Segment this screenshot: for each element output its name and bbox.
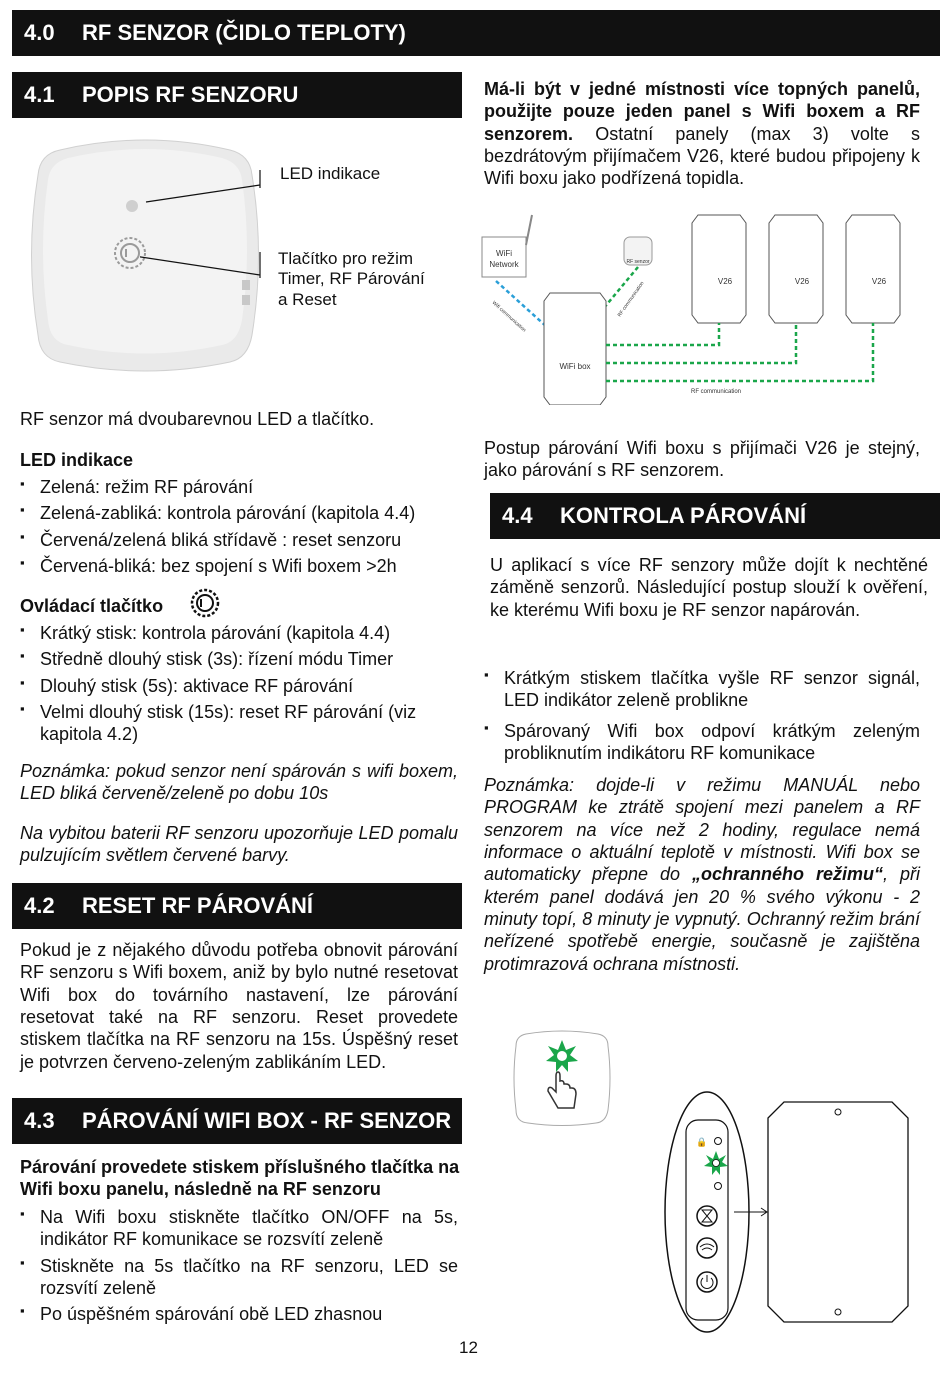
rf-sensor-label: RF senzor	[626, 259, 650, 265]
section-title: POPIS RF SENZORU	[82, 82, 299, 107]
section-heading-4-4	[490, 493, 940, 539]
chapter-heading	[12, 10, 940, 56]
button-list	[20, 622, 460, 750]
list-item: ▪ Krátký stisk: kontrola párování (kapitola 4.4)	[20, 622, 460, 644]
wifi-box-outline	[768, 1102, 908, 1322]
list-item: ▪ Spárovaný Wifi box odpoví krátkým zeleným probliknutím indikátoru RF komunikace	[484, 720, 920, 765]
svg-text:🔒: 🔒	[696, 1137, 708, 1147]
button-label-line: Tlačítko pro režim	[278, 249, 414, 268]
section-heading-4-1	[12, 72, 462, 118]
multi-panel-bold: Má-li být v jedné místnosti více topných panelů, použijte pouze jeden panel s Wifi boxem a RF senzorem.	[484, 79, 920, 144]
list-item: ▪ Na Wifi boxu stiskněte tlačítko ON/OFF na 5s, indikátor RF komunikace se rozsvítí zeleně	[20, 1206, 458, 1251]
protective-mode-note	[484, 774, 920, 975]
check-pairing-text: U aplikací s více RF senzory může dojít k nechtěné záměně senzorů. Následující postup slouží k ověření, ke kterému Wifi boxu je RF senzor napárován.	[490, 555, 928, 620]
protective-mode-term: „ochranného režimu“	[692, 864, 884, 885]
button-label-line: a Reset	[278, 289, 337, 309]
button-callout-label	[278, 249, 425, 310]
note-part: Poznámka: dojde-li v režimu MANUÁL nebo PROGRAM ke ztrátě spojení mezi panelem a RF senzorem na více než 2 hodiny, regulace nemá informace o aktuální teplotě v místnosti. Wifi box se automaticky přepne do	[484, 775, 920, 885]
section-heading-4-2	[12, 883, 462, 929]
v26-label: V26	[871, 277, 887, 286]
list-item: ▪ Dlouhý stisk (5s): aktivace RF párování	[20, 675, 460, 697]
chapter-title: RF SENZOR (ČIDLO TEPLOTY)	[82, 20, 406, 45]
list-item: ▪ Zelená: režim RF párování	[20, 476, 460, 498]
wifi-network-label: WiFi	[496, 249, 512, 258]
v26-pairing-text: Postup párování Wifi boxu s přijímači V26 je stejný, jako párování s RF senzorem.	[484, 438, 920, 481]
multi-panel-rest: Ostatní panely (max 3) volte s bezdrátovým přijímačem V26, které budou připojeny k Wifi boxu jako podřízená topidla.	[484, 123, 920, 189]
v26-label: V26	[794, 277, 810, 286]
reset-text: Pokud je z nějakého důvodu potřeba obnovit párování RF senzoru s Wifi boxem, aniž by bylo nutné resetovat Wifi box do továrního nastavení, lze párování resetovat také na RF senzoru. Reset provedete stiskem tlačítka na RF senzoru na 15s. Úspěšný reset je potvrzen červeno-zeleným zablikáním LED.	[20, 940, 458, 1072]
pairing-lead: Párování provedete stiskem příslušného tlačítka na Wifi boxu panelu, následně na RF senzoru	[20, 1157, 460, 1200]
button-label-line: Timer, RF Párování	[278, 269, 425, 289]
pairing-steps	[20, 1206, 458, 1330]
list-item: ▪ Velmi dlouhý stisk (15s): reset RF párování (viz kapitola 4.2)	[20, 701, 460, 746]
sensor-press-illustration	[512, 1028, 612, 1128]
callout-lines	[140, 160, 280, 280]
section-title: RESET RF PÁROVÁNÍ	[82, 893, 314, 918]
wifi-box-check-illustration	[656, 1090, 936, 1340]
multi-panel-text	[484, 78, 920, 190]
list-item: ▪ Zelená-zabliká: kontrola párování (kapitola 4.4)	[20, 502, 460, 524]
list-item: ▪ Středně dlouhý stisk (3s): řízení módu Timer	[20, 648, 460, 670]
network-diagram	[478, 205, 928, 405]
list-item: ▪ Krátkým stiskem tlačítka vyšle RF senzor signál, LED indikátor zeleně problikne	[484, 667, 920, 712]
section-title: KONTROLA PÁROVÁNÍ	[560, 503, 807, 528]
led-list	[20, 476, 460, 581]
wifi-communication-label: Wifi communication	[490, 300, 527, 334]
note-sensor-unpaired: Poznámka: pokud senzor není spárován s wifi boxem, LED bliká červeně/zeleně po dobu 10s	[20, 761, 458, 804]
v26-label: V26	[717, 277, 733, 286]
note-battery: Na vybitou baterii RF senzoru upozorňuje LED pomalu pulzujícím světlem červené barvy.	[20, 823, 458, 866]
wifi-network-label: Network	[489, 260, 519, 269]
check-pairing-steps	[484, 667, 920, 768]
button-symbol-icon	[188, 588, 222, 618]
intro-text: RF senzor má dvoubarevnou LED a tlačítko.	[20, 409, 375, 429]
list-item: ▪ Po úspěšném spárování obě LED zhasnou	[20, 1303, 458, 1325]
list-item: ▪ Červená-bliká: bez spojení s Wifi boxem >2h	[20, 555, 460, 577]
led-heading: LED indikace	[20, 450, 134, 470]
chapter-number: 4.0	[24, 20, 55, 45]
section-number: 4.4	[502, 503, 533, 528]
section-title: PÁROVÁNÍ WIFI BOX - RF SENZOR	[82, 1108, 452, 1133]
led-indicator	[126, 200, 138, 212]
section-heading-4-3	[12, 1098, 462, 1144]
list-item: ▪ Stiskněte na 5s tlačítko na RF senzoru, LED se rozsvítí zeleně	[20, 1255, 458, 1300]
wifi-box-label: WiFi box	[559, 362, 591, 371]
list-item: ▪ Červená/zelená bliká střídavě : reset senzoru	[20, 529, 460, 551]
rf-communication-label: RF communication	[690, 389, 742, 395]
page-number: 12	[459, 1338, 478, 1357]
section-number: 4.2	[24, 893, 55, 918]
section-number: 4.3	[24, 1108, 55, 1133]
section-number: 4.1	[24, 82, 55, 107]
led-callout-label: LED indikace	[280, 164, 381, 183]
rf-communication-short-label: RF communication	[616, 280, 646, 319]
note-part: , při kterém panel dodává jen 20 % svého výkonu - 2 minuty topí, 8 minuty je vypnutý. Ochranný režim brání neřízené spotřebě energie, současně je zajištěna protimrazová ochrana místnosti.	[484, 864, 920, 974]
button-heading: Ovládací tlačítko	[20, 596, 164, 616]
